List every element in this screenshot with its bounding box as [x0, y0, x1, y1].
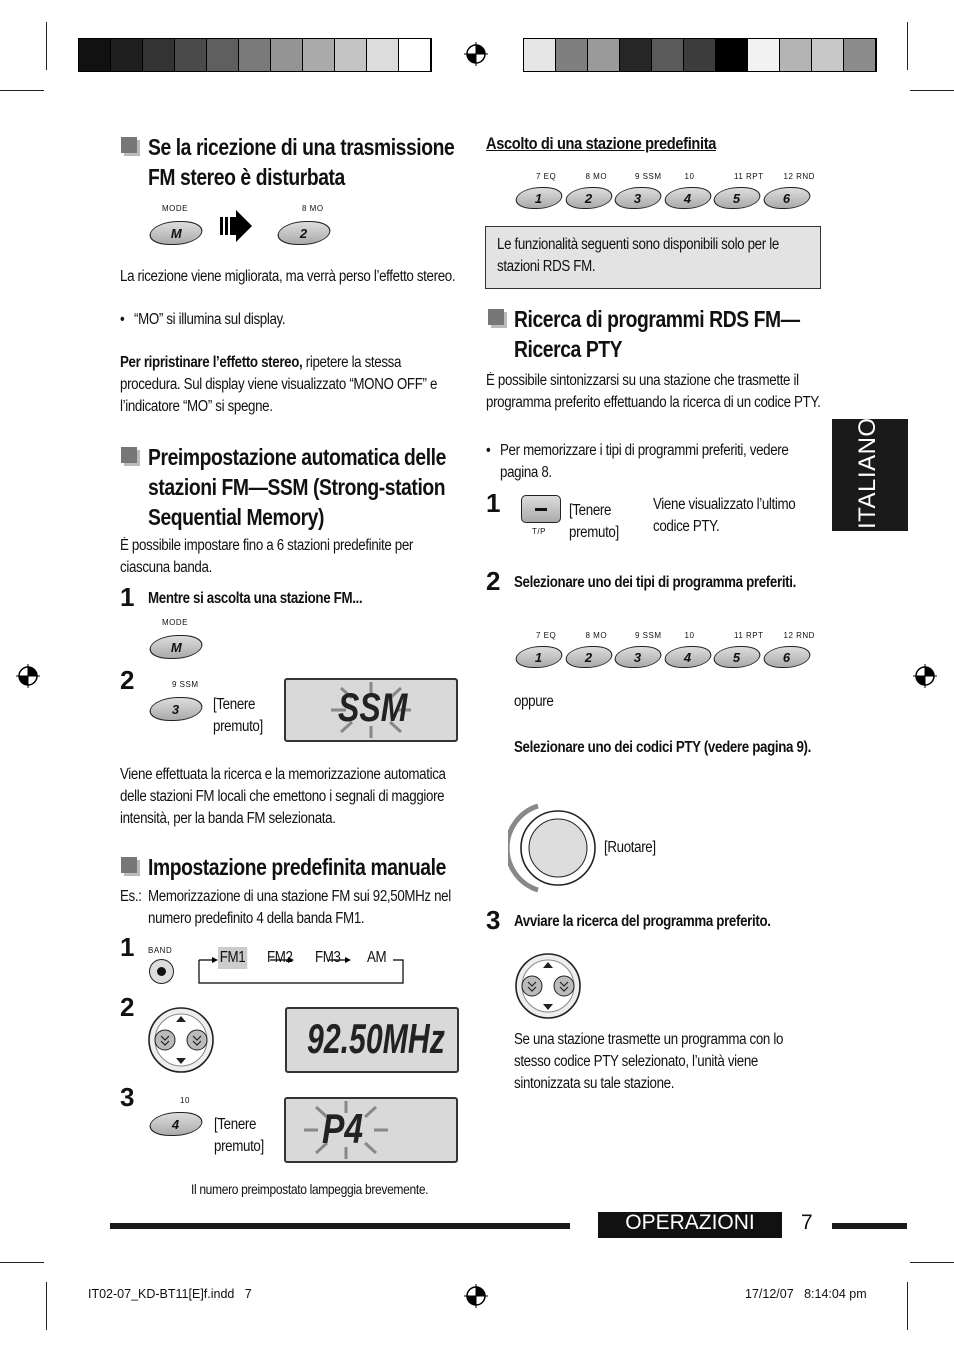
- band-label: BAND: [148, 946, 173, 955]
- color-swatch: [812, 39, 844, 71]
- crop-mark: [907, 22, 908, 70]
- band-button[interactable]: [149, 959, 174, 984]
- display-p4: [284, 1097, 458, 1163]
- step-number: 1: [120, 582, 135, 612]
- band-am: AM: [367, 949, 387, 966]
- preset-label: 12 RND: [783, 172, 815, 181]
- bold-lead: Per ripristinare l’effetto stereo,: [120, 354, 303, 371]
- paragraph: Se una stazione trasmette un programma con lo stesso codice PTY selezionato, l’unità viene sintonizzata su tale stazione.: [514, 1031, 784, 1092]
- color-swatch: [748, 39, 780, 71]
- arrow-right-icon: [220, 208, 254, 244]
- mode-button[interactable]: M: [146, 635, 207, 659]
- paragraph: La ricezione viene migliorata, ma verrà perso l’effetto stereo.: [120, 268, 456, 285]
- preset-3-button[interactable]: 3: [611, 646, 665, 668]
- color-swatch: [207, 39, 239, 71]
- preset-2-button[interactable]: 2: [561, 646, 615, 668]
- ssm-label: 9 SSM: [172, 680, 199, 689]
- control-dial-icon[interactable]: [514, 952, 582, 1020]
- display-frequency: [285, 1007, 459, 1073]
- footer-rule-left: [110, 1223, 570, 1229]
- preset-label: 10: [684, 631, 695, 640]
- section-bullet-icon: [488, 309, 504, 325]
- section-title: Se la ricezione di una trasmissione FM stereo è disturbata: [148, 134, 455, 190]
- display-ssm: [284, 678, 458, 742]
- example-label: Es.:: [120, 888, 142, 905]
- preset-2-button[interactable]: 2: [561, 187, 615, 209]
- preset-label: 9 SSM: [635, 172, 662, 181]
- preset-label: 12 RND: [783, 631, 815, 640]
- color-swatch: [239, 39, 271, 71]
- step-result: Viene visualizzato l’ultimo codice PTY.: [653, 496, 796, 535]
- lcd-text: P4: [322, 1105, 364, 1152]
- paragraph-rest: ripetere la stessa procedura. Sul display viene visualizzato “MONO OFF” e l’indicatore “MO” si spegne.: [120, 354, 438, 415]
- band-fm1: FM1: [218, 947, 247, 969]
- color-swatch: [684, 39, 716, 71]
- preset-4-button[interactable]: 4: [146, 1112, 207, 1136]
- language-tab: [832, 419, 908, 531]
- step-number: 3: [120, 1082, 135, 1112]
- color-bar-left: [78, 38, 432, 72]
- note: Il numero preimpostato lampeggia brevemente.: [191, 1181, 429, 1197]
- file-info: IT02-07_KD-BT11[E]f.indd 7: [88, 1287, 252, 1301]
- band-fm3: FM3: [315, 949, 341, 966]
- preset-6-button[interactable]: 6: [759, 187, 813, 209]
- control-dial-icon[interactable]: [147, 1006, 215, 1074]
- preset-4-button[interactable]: 4: [660, 187, 714, 209]
- hold-instruction: [Tenere premuto]: [213, 696, 263, 735]
- color-swatch: [524, 39, 556, 71]
- paragraph: È possibile impostare fino a 6 stazioni predefinite per ciascuna banda.: [120, 537, 414, 576]
- note-box-text: Le funzionalità seguenti sono disponibili solo per le stazioni RDS FM.: [497, 236, 779, 275]
- crop-mark: [46, 1282, 47, 1330]
- step-text: Avviare la ricerca del programma preferito.: [514, 913, 771, 930]
- hold-instruction: [Tenere premuto]: [569, 502, 619, 541]
- preset-label: 7 EQ: [536, 172, 557, 181]
- subsection-title: Ascolto di una stazione predefinita: [486, 134, 717, 153]
- color-swatch: [111, 39, 143, 71]
- color-swatch: [780, 39, 812, 71]
- preset-label: 9 SSM: [635, 631, 662, 640]
- preset-3-button[interactable]: 3: [146, 697, 207, 721]
- crop-mark: [910, 1262, 954, 1263]
- page-number: 7: [801, 1211, 813, 1234]
- crop-mark: [907, 1282, 908, 1330]
- bullet-text: Per memorizzare i tipi di programmi preferiti, vedere pagina 8.: [500, 442, 789, 481]
- color-swatch: [716, 39, 748, 71]
- section-bullet-icon: [121, 447, 137, 463]
- preset-label: 10: [684, 172, 695, 181]
- step-number: 2: [120, 992, 135, 1022]
- band-fm2: FM2: [267, 949, 293, 966]
- crop-mark: [46, 22, 47, 70]
- preset-5-button[interactable]: 5: [710, 646, 764, 668]
- color-swatch: [399, 39, 431, 71]
- preset-2-button[interactable]: 2: [274, 221, 335, 245]
- band-dot-icon: [157, 967, 166, 976]
- paragraph: È possibile sintonizzarsi su una stazione che trasmette il programma preferito effettuando la ricerca di un codice PTY.: [486, 372, 821, 411]
- rotary-knob-icon[interactable]: [508, 802, 600, 894]
- footer-rule-right: [832, 1223, 907, 1229]
- preset-4-button[interactable]: 4: [660, 646, 714, 668]
- step-number: 2: [120, 665, 135, 695]
- preset-1-button[interactable]: 1: [512, 187, 566, 209]
- bullet-mark: •: [486, 442, 491, 459]
- section-title: Preimpostazione automatica delle stazioni FM—SSM (Strong-station Sequential Memory): [148, 444, 446, 530]
- preset-label: 10: [180, 1096, 190, 1105]
- preset-buttons-row: [514, 172, 824, 212]
- rotate-instruction: [Ruotare]: [604, 839, 656, 856]
- step-number: 1: [486, 488, 501, 518]
- color-swatch: [588, 39, 620, 71]
- registration-mark-icon: [463, 41, 489, 67]
- step-text: Selezionare uno dei tipi di programma preferiti.: [514, 574, 796, 591]
- preset-label: 8 MO: [585, 631, 608, 640]
- section-title: Impostazione predefinita manuale: [148, 854, 446, 880]
- registration-mark-icon: [15, 663, 41, 689]
- hold-instruction: [Tenere premuto]: [214, 1116, 264, 1155]
- crop-mark: [0, 90, 44, 91]
- step-text: Selezionare uno dei codici PTY (vedere pagina 9).: [514, 739, 811, 756]
- preset-buttons-row: [514, 631, 824, 671]
- section-bullet-icon: [121, 137, 137, 153]
- section-title: Ricerca di programmi RDS FM—Ricerca PTY: [514, 306, 800, 362]
- preset-label: 11 RPT: [734, 631, 764, 640]
- mode-label: MODE: [162, 618, 188, 627]
- color-swatch: [367, 39, 399, 71]
- registration-mark-icon: [912, 663, 938, 689]
- preset-label: 7 EQ: [536, 631, 557, 640]
- preset-label: 8 MO: [585, 172, 608, 181]
- mode-label: MODE: [162, 204, 188, 213]
- color-swatch: [652, 39, 684, 71]
- paragraph: [120, 352, 457, 418]
- print-date: 17/12/07 8:14:04 pm: [745, 1287, 867, 1301]
- step-text: Mentre si ascolta una stazione FM...: [148, 590, 363, 607]
- preset-6-button[interactable]: 6: [759, 646, 813, 668]
- color-bar-right: [523, 38, 877, 72]
- color-swatch: [271, 39, 303, 71]
- color-swatch: [556, 39, 588, 71]
- color-swatch: [303, 39, 335, 71]
- color-swatch: [175, 39, 207, 71]
- color-swatch: [79, 39, 111, 71]
- example-text: Memorizzazione di una stazione FM sui 92,50MHz nel numero predefinito 4 della banda FM1.: [148, 888, 451, 927]
- crop-mark: [0, 1262, 44, 1263]
- color-swatch: [844, 39, 876, 71]
- color-swatch: [335, 39, 367, 71]
- section-bullet-icon: [121, 857, 137, 873]
- step-number: 2: [486, 566, 501, 596]
- lcd-text: 92.50MHz: [307, 1015, 445, 1062]
- tp-button[interactable]: [521, 495, 561, 523]
- bullet-mark: •: [120, 311, 125, 328]
- preset-1-button[interactable]: 1: [512, 646, 566, 668]
- tp-label: T/P: [532, 527, 546, 536]
- preset-label: 8 MO: [302, 204, 324, 213]
- color-swatch: [620, 39, 652, 71]
- lcd-text: SSM: [338, 686, 408, 730]
- registration-mark-icon: [463, 1283, 489, 1309]
- preset-5-button[interactable]: 5: [710, 187, 764, 209]
- paragraph: Viene effettuata la ricerca e la memorizzazione automatica delle stazioni FM locali che emettono i segnali di maggiore intensità, per la banda FM selezionata.: [120, 766, 446, 827]
- crop-mark: [910, 90, 954, 91]
- preset-label: 11 RPT: [734, 172, 764, 181]
- minus-icon: [535, 508, 547, 511]
- preset-3-button[interactable]: 3: [611, 187, 665, 209]
- language-tab-label: ITALIANO: [854, 417, 881, 529]
- step-number: 1: [120, 932, 135, 962]
- mode-button[interactable]: M: [146, 221, 207, 245]
- oppure: oppure: [514, 693, 554, 710]
- bullet-text: “MO” si illumina sul display.: [134, 311, 286, 328]
- color-swatch: [143, 39, 175, 71]
- step-number: 3: [486, 905, 501, 935]
- footer-section-label: OPERAZIONI: [625, 1211, 755, 1234]
